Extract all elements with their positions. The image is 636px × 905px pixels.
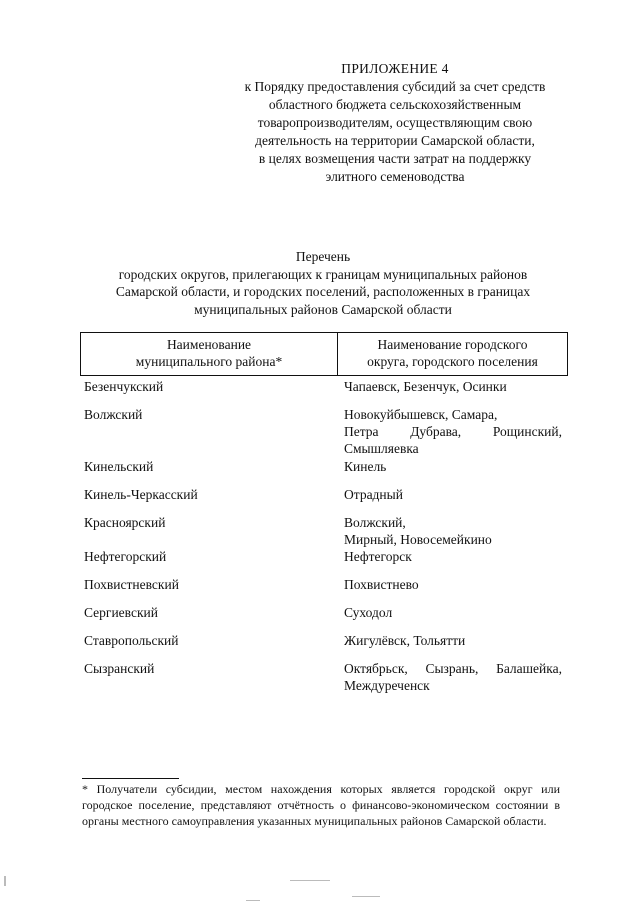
header-settlement (338, 333, 567, 375)
appendix-title: ПРИЛОЖЕНИЕ 4 (341, 61, 449, 76)
settlement-line: Новокуйбышевск, Самара, (344, 407, 498, 422)
district-name: Ставропольский (84, 633, 179, 648)
heading-line: муниципальных районов Самарской области (194, 301, 452, 317)
settlement-line: Отрадный (344, 487, 403, 502)
appendix-line: деятельность на территории Самарской области, (255, 133, 535, 148)
settlement-line: Нефтегорск (344, 549, 412, 564)
heading-title: Перечень (295, 249, 351, 264)
settlement-names (344, 632, 562, 649)
settlement-names (344, 406, 562, 457)
appendix-line: товаропроизводителям, осуществляющим свою (257, 115, 533, 130)
settlement-line: Мирный, Новосемейкино (344, 532, 492, 547)
settlement-line: Чапаевск, Безенчук, Осинки (344, 379, 507, 394)
district-name: Красноярский (84, 515, 166, 530)
settlement-line: Волжский, (344, 515, 406, 530)
settlement-names (344, 548, 562, 565)
settlement-names (344, 576, 562, 593)
settlement-names (344, 458, 562, 475)
district-name: Нефтегорский (84, 549, 167, 564)
header-district-line: Наименование (166, 337, 252, 352)
header-district (81, 333, 338, 375)
settlement-line: Похвистнево (344, 577, 419, 592)
settlement-line: Междуреченск (344, 678, 430, 693)
scan-mark (290, 880, 330, 881)
district-name: Сызранский (84, 661, 155, 676)
list-heading (78, 248, 568, 318)
footnote-divider (82, 778, 179, 779)
appendix-line: к Порядку предоставления субсидий за счет средств (244, 79, 546, 94)
district-name: Волжский (84, 407, 143, 422)
settlement-line: Петра Дубрава, Рощинский, (344, 424, 562, 439)
district-name: Похвистневский (84, 577, 179, 592)
district-name: Сергиевский (84, 605, 158, 620)
district-name: Безенчукский (84, 379, 164, 394)
header-settlement-line: округа, городского поселения (367, 354, 538, 369)
appendix-line: в целях возмещения части затрат на поддержку (258, 151, 532, 166)
district-name: Кинельский (84, 459, 154, 474)
appendix-line: областного бюджета сельскохозяйственным (268, 97, 522, 112)
settlement-line: Жигулёвск, Тольятти (344, 633, 466, 648)
settlement-names (344, 604, 562, 621)
appendix-line: элитного семеноводства (325, 169, 465, 184)
district-name: Кинель-Черкасский (84, 487, 198, 502)
scan-mark (352, 896, 380, 897)
settlement-names (344, 514, 562, 548)
header-settlement-line: Наименование городского (377, 337, 528, 352)
settlement-line: Кинель (344, 459, 387, 474)
scan-mark (4, 876, 6, 886)
settlement-line: Октябрьск, Сызрань, Балашейка, (344, 661, 562, 676)
header-district-line: муниципального района* (135, 354, 283, 369)
settlement-names (344, 660, 562, 694)
heading-line: Самарской области, и городских поселений, расположенных в границах (115, 284, 531, 299)
appendix-block (220, 60, 570, 186)
table-header (80, 332, 568, 376)
settlement-line: Смышляевка (344, 441, 419, 456)
settlement-names (344, 486, 562, 503)
settlement-line: Суходол (344, 605, 393, 620)
settlement-names (344, 378, 562, 395)
heading-line: городских округов, прилегающих к границам муниципальных районов (118, 266, 528, 282)
scan-mark (246, 900, 260, 901)
footnote: * Получатели субсидии, местом нахождения которых является городской округ или городское поселение, представляют отчётность о финансово-экономическом состоянии в органы местного самоуправления указанных муниципальных районов Самарской области. (82, 782, 560, 828)
